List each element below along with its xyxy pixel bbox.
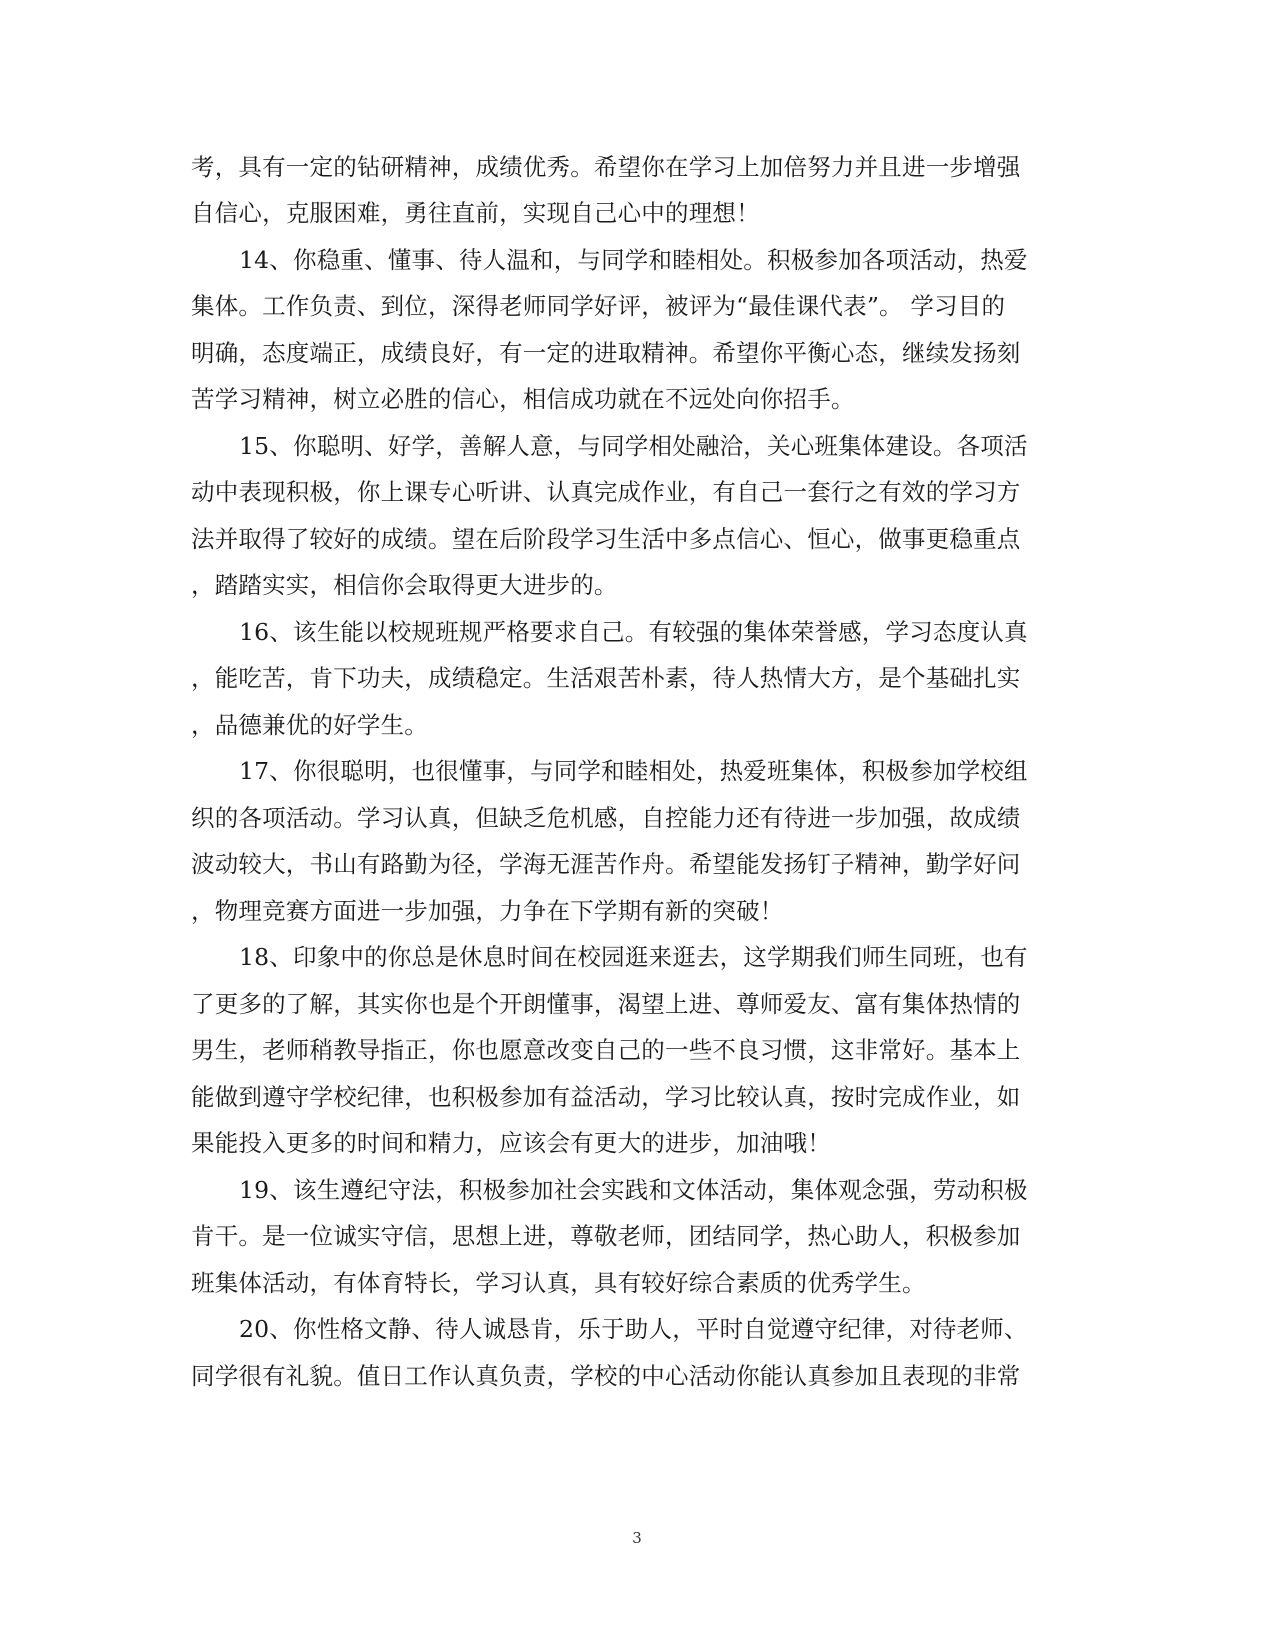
text-line: 苦学习精神，树立必胜的信心，相信成功就在不远处向你招手。	[191, 385, 855, 413]
text-line: ，踏踏实实，相信你会取得更大进步的。	[191, 571, 618, 599]
paragraph-first-line-18: 18、印象中的你总是休息时间在校园逛来逛去，这学期我们师生同班，也有	[239, 943, 1028, 971]
text-line: 了更多的了解，其实你也是个开朗懂事，渴望上进、尊师爱友、富有集体热情的	[191, 990, 1021, 1018]
text-line: ，品德兼优的好学生。	[191, 711, 428, 739]
page-number: 3	[632, 1529, 642, 1547]
text-line: ，物理竞赛方面进一步加强，力争在下学期有新的突破！	[191, 897, 784, 925]
text-line: 能做到遵守学校纪律，也积极参加有益活动，学习比较认真，按时完成作业，如	[191, 1083, 1021, 1111]
text-line: 同学很有礼貌。值日工作认真负责，学校的中心活动你能认真参加且表现的非常	[191, 1362, 1021, 1390]
text-line: 织的各项活动。学习认真，但缺乏危机感，自控能力还有待进一步加强，故成绩	[191, 804, 1021, 832]
text-line: 班集体活动，有体育特长，学习认真，具有较好综合素质的优秀学生。	[191, 1269, 926, 1297]
text-line: 肯干。是一位诚实守信，思想上进，尊敬老师，团结同学，热心助人，积极参加	[191, 1222, 1021, 1250]
paragraph-first-line-17: 17、你很聪明，也很懂事，与同学和睦相处，热爱班集体，积极参加学校组	[239, 757, 1028, 785]
text-line: 法并取得了较好的成绩。望在后阶段学习生活中多点信心、恒心，做事更稳重点	[191, 525, 1021, 553]
paragraph-first-line-14: 14、你稳重、懂事、待人温和，与同学和睦相处。积极参加各项活动，热爱	[239, 246, 1028, 274]
text-line: 自信心，克服困难，勇往直前，实现自己心中的理想！	[191, 199, 760, 227]
text-line: 明确，态度端正，成绩良好，有一定的进取精神。希望你平衡心态，继续发扬刻	[191, 339, 1021, 367]
text-line: 男生，老师稍教导指正，你也愿意改变自己的一些不良习惯，这非常好。基本上	[191, 1036, 1021, 1064]
text-line: 集体。工作负责、到位，深得老师同学好评，被评为“最佳课代表”。 学习目的	[191, 292, 1006, 320]
paragraph-first-line-15: 15、你聪明、好学，善解人意，与同学相处融洽，关心班集体建设。各项活	[239, 432, 1028, 460]
paragraph-first-line-20: 20、你性格文静、待人诚恳肯，乐于助人，平时自觉遵守纪律，对待老师、	[239, 1315, 1028, 1343]
text-line: 动中表现积极，你上课专心听讲、认真完成作业，有自己一套行之有效的学习方	[191, 478, 1021, 506]
text-line: ，能吃苦，肯下功夫，成绩稳定。生活艰苦朴素，待人热情大方，是个基础扎实	[191, 664, 1021, 692]
paragraph-first-line-19: 19、该生遵纪守法，积极参加社会实践和文体活动，集体观念强，劳动积极	[239, 1176, 1028, 1204]
text-line: 考，具有一定的钻研精神，成绩优秀。希望你在学习上加倍努力并且进一步增强	[191, 153, 1021, 181]
text-line: 果能投入更多的时间和精力，应该会有更大的进步，加油哦！	[191, 1129, 831, 1157]
paragraph-first-line-16: 16、该生能以校规班规严格要求自己。有较强的集体荣誉感，学习态度认真	[239, 618, 1028, 646]
text-line: 波动较大，书山有路勤为径，学海无涯苦作舟。希望能发扬钉子精神，勤学好问	[191, 850, 1021, 878]
